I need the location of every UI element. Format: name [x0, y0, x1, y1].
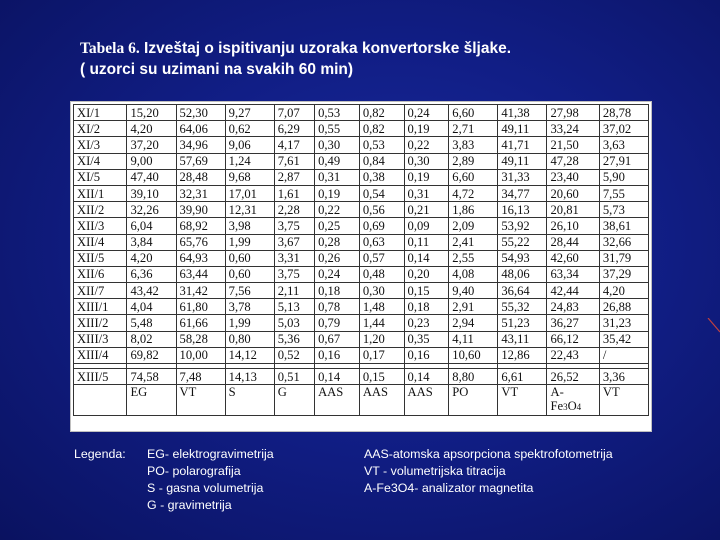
table-cell: 64,93: [176, 250, 225, 266]
table-cell: 6,36: [127, 266, 176, 282]
table-cell: 0,63: [359, 234, 404, 250]
results-table: [73, 104, 649, 416]
table-cell: 1,86: [449, 202, 498, 218]
table-cell: 21,50: [547, 137, 599, 153]
table-cell: XII/3: [74, 218, 127, 234]
table-cell: 0,69: [359, 218, 404, 234]
slide-title: [80, 38, 700, 80]
table-cell: 42,60: [547, 250, 599, 266]
table-cell: 12,31: [225, 202, 274, 218]
table-cell: 2,94: [449, 315, 498, 331]
table-cell: 36,27: [547, 315, 599, 331]
table-cell: XII/1: [74, 185, 127, 201]
table-cell: 15,20: [127, 105, 176, 121]
table-cell: 0,82: [359, 121, 404, 137]
legend-right-column: [364, 446, 613, 497]
table-cell: XIII/1: [74, 299, 127, 315]
table-cell: 0,11: [404, 234, 449, 250]
legend-left-column: [147, 446, 274, 514]
table-cell: XI/5: [74, 169, 127, 185]
header-sub-3: 3: [563, 402, 568, 413]
header-sub-4: 4: [576, 402, 582, 413]
table-cell: 42,44: [547, 283, 599, 299]
results-table-body: [74, 105, 649, 416]
table-cell: 5,73: [599, 202, 648, 218]
table-cell: XI/1: [74, 105, 127, 121]
table-cell: 8,02: [127, 331, 176, 347]
table-cell: 0,23: [404, 315, 449, 331]
table-cell: 2,11: [274, 283, 314, 299]
table-cell: 0,22: [315, 202, 360, 218]
table-cell: VT: [498, 385, 547, 416]
table-cell: 34,96: [176, 137, 225, 153]
table-cell: 3,75: [274, 218, 314, 234]
legend-item: G - gravimetrija: [147, 498, 232, 512]
table-cell: 0,19: [315, 185, 360, 201]
title-prefix: Tabela 6.: [80, 40, 140, 57]
legend-item: S - gasna volumetrija: [147, 481, 264, 495]
table-row: [74, 234, 649, 250]
table-cell: 2,41: [449, 234, 498, 250]
table-cell: 14,12: [225, 347, 274, 363]
table-row: [74, 266, 649, 282]
table-cell: 28,78: [599, 105, 648, 121]
table-cell: XI/3: [74, 137, 127, 153]
table-cell: 61,80: [176, 299, 225, 315]
table-cell: 38,61: [599, 218, 648, 234]
table-cell: 20,81: [547, 202, 599, 218]
table-cell: 0,31: [315, 169, 360, 185]
table-row: [74, 299, 649, 315]
table-cell: 0,35: [404, 331, 449, 347]
table-cell: 9,40: [449, 283, 498, 299]
table-cell: 37,02: [599, 121, 648, 137]
table-cell: 3,78: [225, 299, 274, 315]
table-cell: 58,28: [176, 331, 225, 347]
table-cell: 41,38: [498, 105, 547, 121]
table-cell: 7,61: [274, 153, 314, 169]
legend-item: A-Fe3O4- analizator magnetita: [364, 481, 534, 495]
table-cell: 1,24: [225, 153, 274, 169]
table-cell: 65,76: [176, 234, 225, 250]
table-cell: 35,42: [599, 331, 648, 347]
table-cell: 55,22: [498, 234, 547, 250]
title-main: Izveštaj o ispitivanju uzoraka konvertorske šljake.: [139, 40, 512, 57]
title-line-1: [80, 38, 700, 59]
table-cell: 0,30: [315, 137, 360, 153]
table-cell: 31,42: [176, 283, 225, 299]
table-cell: 3,67: [274, 234, 314, 250]
table-cell: 23,40: [547, 169, 599, 185]
table-cell: 5,03: [274, 315, 314, 331]
table-cell: 0,15: [404, 283, 449, 299]
table-cell: 37,29: [599, 266, 648, 282]
table-cell: 0,18: [315, 283, 360, 299]
table-cell: 54,93: [498, 250, 547, 266]
table-cell: XIII/2: [74, 315, 127, 331]
table-cell: 0,22: [404, 137, 449, 153]
table-cell: 0,56: [359, 202, 404, 218]
table-cell: 34,77: [498, 185, 547, 201]
table-cell: 1,99: [225, 234, 274, 250]
table-row: [74, 283, 649, 299]
table-cell: XIII/4: [74, 347, 127, 363]
table-cell: 2,09: [449, 218, 498, 234]
table-row-last: [74, 369, 649, 385]
table-cell: 0,78: [315, 299, 360, 315]
results-table-container: [70, 101, 652, 432]
table-cell: 3,98: [225, 218, 274, 234]
table-cell: 63,34: [547, 266, 599, 282]
table-cell: 7,55: [599, 185, 648, 201]
table-cell: VT: [176, 385, 225, 416]
header-empty-cell: [74, 385, 127, 416]
table-cell: 14,13: [225, 369, 274, 385]
table-cell: XII/5: [74, 250, 127, 266]
table-cell: 32,26: [127, 202, 176, 218]
table-cell: 3,36: [599, 369, 648, 385]
table-cell: AAS: [359, 385, 404, 416]
header-o: O: [567, 399, 577, 414]
table-cell: 0,80: [225, 331, 274, 347]
table-cell: 3,83: [449, 137, 498, 153]
table-cell: 0,49: [315, 153, 360, 169]
table-cell: 1,99: [225, 315, 274, 331]
table-cell: 10,00: [176, 347, 225, 363]
table-cell: 5,90: [599, 169, 648, 185]
table-cell: 26,88: [599, 299, 648, 315]
table-cell: 0,24: [404, 105, 449, 121]
table-cell: 6,60: [449, 169, 498, 185]
table-cell: 0,20: [404, 266, 449, 282]
table-cell: 0,24: [315, 266, 360, 282]
table-cell: 6,04: [127, 218, 176, 234]
table-cell: 0,26: [315, 250, 360, 266]
table-cell: 4,11: [449, 331, 498, 347]
table-cell: 0,31: [404, 185, 449, 201]
table-cell: 9,27: [225, 105, 274, 121]
table-cell: 26,10: [547, 218, 599, 234]
table-cell: XI/2: [74, 121, 127, 137]
table-cell: XII/4: [74, 234, 127, 250]
header-fe: Fe: [550, 399, 564, 414]
table-cell: 4,20: [127, 250, 176, 266]
header-a: A-: [550, 385, 564, 400]
table-cell: 32,31: [176, 185, 225, 201]
table-cell: 24,83: [547, 299, 599, 315]
table-cell: 31,79: [599, 250, 648, 266]
table-cell: 3,84: [127, 234, 176, 250]
table-cell: 63,44: [176, 266, 225, 282]
table-cell: XII/2: [74, 202, 127, 218]
table-cell: 51,23: [498, 315, 547, 331]
table-cell: XII/6: [74, 266, 127, 282]
table-row: [74, 185, 649, 201]
table-row: [74, 153, 649, 169]
table-cell: 0,14: [404, 250, 449, 266]
table-cell: 8,80: [449, 369, 498, 385]
table-cell: 0,62: [225, 121, 274, 137]
table-cell: 4,17: [274, 137, 314, 153]
header-cell-magnetite: [547, 385, 599, 416]
table-cell: 47,40: [127, 169, 176, 185]
table-cell: 31,23: [599, 315, 648, 331]
table-cell: 6,29: [274, 121, 314, 137]
table-cell: /: [599, 347, 648, 363]
title-line-2: ( uzorci su uzimani na svakih 60 min): [80, 61, 354, 78]
table-cell: 49,11: [498, 121, 547, 137]
table-cell: 64,06: [176, 121, 225, 137]
table-row: [74, 105, 649, 121]
table-cell: 5,48: [127, 315, 176, 331]
table-cell: XII/7: [74, 283, 127, 299]
table-cell: 2,71: [449, 121, 498, 137]
table-cell: 0,52: [274, 347, 314, 363]
table-cell: 4,08: [449, 266, 498, 282]
table-cell: 10,60: [449, 347, 498, 363]
table-cell: PO: [449, 385, 498, 416]
table-cell: 66,12: [547, 331, 599, 347]
legend-label: Legenda:: [74, 447, 126, 461]
table-cell: 28,48: [176, 169, 225, 185]
table-row: [74, 347, 649, 363]
table-cell: 0,25: [315, 218, 360, 234]
table-cell: XIII/3: [74, 331, 127, 347]
table-cell: 68,92: [176, 218, 225, 234]
table-cell: 57,69: [176, 153, 225, 169]
table-cell: 0,53: [359, 137, 404, 153]
table-cell: 0,14: [404, 369, 449, 385]
table-cell: 33,24: [547, 121, 599, 137]
table-row: [74, 250, 649, 266]
table-cell: 0,15: [359, 369, 404, 385]
table-cell: 0,84: [359, 153, 404, 169]
table-cell: 55,32: [498, 299, 547, 315]
table-cell: 0,30: [359, 283, 404, 299]
table-cell: S: [225, 385, 274, 416]
table-cell: 16,13: [498, 202, 547, 218]
table-cell: 1,20: [359, 331, 404, 347]
table-cell: 0,60: [225, 266, 274, 282]
table-cell: 0,60: [225, 250, 274, 266]
table-cell: AAS: [315, 385, 360, 416]
table-cell: 4,20: [599, 283, 648, 299]
table-cell: 49,11: [498, 153, 547, 169]
table-cell: 2,87: [274, 169, 314, 185]
table-cell: 52,30: [176, 105, 225, 121]
table-cell: 32,66: [599, 234, 648, 250]
table-cell: 0,82: [359, 105, 404, 121]
table-cell: 0,54: [359, 185, 404, 201]
table-row: [74, 202, 649, 218]
table-cell: 4,20: [127, 121, 176, 137]
table-cell: 9,68: [225, 169, 274, 185]
table-cell: 0,30: [404, 153, 449, 169]
table-cell: 69,82: [127, 347, 176, 363]
table-cell: 48,06: [498, 266, 547, 282]
decorative-stroke: [706, 318, 720, 334]
table-cell: 0,21: [404, 202, 449, 218]
table-cell: 0,17: [359, 347, 404, 363]
table-cell: 0,19: [404, 169, 449, 185]
table-cell: VT: [599, 385, 648, 416]
table-cell: 9,06: [225, 137, 274, 153]
table-cell: 0,51: [274, 369, 314, 385]
table-cell: 0,14: [315, 369, 360, 385]
table-cell: 17,01: [225, 185, 274, 201]
table-cell: 36,64: [498, 283, 547, 299]
table-cell: 4,72: [449, 185, 498, 201]
table-cell: 0,53: [315, 105, 360, 121]
table-cell: 7,48: [176, 369, 225, 385]
table-cell: 2,55: [449, 250, 498, 266]
table-cell: 1,44: [359, 315, 404, 331]
table-cell: 27,91: [599, 153, 648, 169]
table-cell: EG: [127, 385, 176, 416]
table-cell: XIII/5: [74, 369, 127, 385]
table-cell: 1,61: [274, 185, 314, 201]
table-row: [74, 137, 649, 153]
table-cell: 5,36: [274, 331, 314, 347]
table-cell: 0,16: [315, 347, 360, 363]
table-cell: 0,19: [404, 121, 449, 137]
table-cell: 0,67: [315, 331, 360, 347]
table-cell: 0,28: [315, 234, 360, 250]
table-cell: 61,66: [176, 315, 225, 331]
table-cell: 22,43: [547, 347, 599, 363]
legend-item: EG- elektrogravimetrija: [147, 447, 274, 461]
table-cell: 0,79: [315, 315, 360, 331]
table-cell: 20,60: [547, 185, 599, 201]
table-row: [74, 218, 649, 234]
legend-item: VT - volumetrijska titracija: [364, 464, 506, 478]
legend-item: PO- polarografija: [147, 464, 241, 478]
table-cell: 27,98: [547, 105, 599, 121]
table-cell: 12,86: [498, 347, 547, 363]
table-cell: 39,10: [127, 185, 176, 201]
table-cell: 7,56: [225, 283, 274, 299]
table-row: [74, 315, 649, 331]
table-cell: 39,90: [176, 202, 225, 218]
table-cell: 5,13: [274, 299, 314, 315]
table-cell: 9,00: [127, 153, 176, 169]
table-cell: 2,89: [449, 153, 498, 169]
table-row: [74, 331, 649, 347]
table-cell: 0,55: [315, 121, 360, 137]
table-cell: G: [274, 385, 314, 416]
table-cell: 3,75: [274, 266, 314, 282]
table-row: [74, 121, 649, 137]
table-cell: 31,33: [498, 169, 547, 185]
legend-item: AAS-atomska apsorpciona spektrofotometrija: [364, 447, 613, 461]
table-row: [74, 169, 649, 185]
table-cell: 0,48: [359, 266, 404, 282]
table-cell: 0,38: [359, 169, 404, 185]
table-cell: 0,18: [404, 299, 449, 315]
table-cell: 28,44: [547, 234, 599, 250]
table-cell: 1,48: [359, 299, 404, 315]
table-cell: AAS: [404, 385, 449, 416]
table-cell: 43,42: [127, 283, 176, 299]
table-cell: 6,61: [498, 369, 547, 385]
method-header-row: [74, 385, 649, 416]
table-cell: 0,09: [404, 218, 449, 234]
table-cell: 4,04: [127, 299, 176, 315]
table-cell: 0,57: [359, 250, 404, 266]
table-cell: 0,16: [404, 347, 449, 363]
table-cell: 2,91: [449, 299, 498, 315]
table-cell: 26,52: [547, 369, 599, 385]
table-cell: 47,28: [547, 153, 599, 169]
table-cell: 74,58: [127, 369, 176, 385]
table-cell: 37,20: [127, 137, 176, 153]
table-cell: 3,63: [599, 137, 648, 153]
table-cell: 41,71: [498, 137, 547, 153]
table-cell: 3,31: [274, 250, 314, 266]
table-cell: 7,07: [274, 105, 314, 121]
table-cell: 53,92: [498, 218, 547, 234]
table-cell: 2,28: [274, 202, 314, 218]
table-cell: 6,60: [449, 105, 498, 121]
table-cell: XI/4: [74, 153, 127, 169]
table-cell: 43,11: [498, 331, 547, 347]
